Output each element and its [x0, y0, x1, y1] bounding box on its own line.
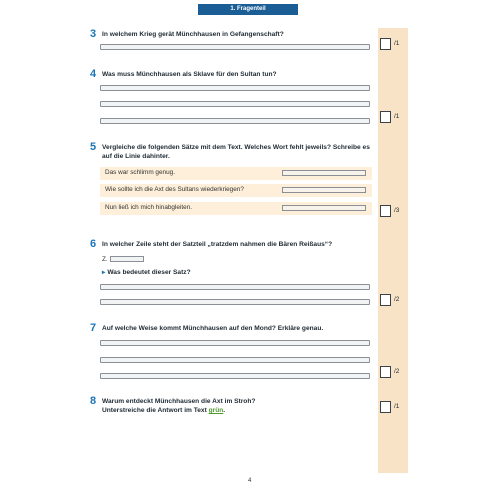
- score-q4: [380, 111, 406, 123]
- score-checkbox[interactable]: [380, 111, 391, 123]
- answer-line[interactable]: [100, 373, 370, 379]
- line-number-field[interactable]: [110, 256, 144, 262]
- question-number: 7: [90, 322, 97, 334]
- question-number: 4: [90, 68, 97, 80]
- worksheet-page: [80, 0, 420, 500]
- answer-line[interactable]: [100, 357, 370, 363]
- score-points: /1: [394, 403, 400, 410]
- score-checkbox[interactable]: [380, 38, 391, 50]
- question-number: 3: [90, 28, 97, 40]
- question-text: Was muss Münchhausen als Sklave für den Sultan tun?: [102, 71, 277, 78]
- score-points: /1: [394, 40, 400, 47]
- question-number: 6: [90, 238, 97, 250]
- answer-line[interactable]: [100, 101, 370, 107]
- sentence-text: Das war schlimm genug.: [105, 169, 175, 176]
- score-checkbox[interactable]: [380, 205, 391, 217]
- missing-word-line[interactable]: [282, 187, 366, 193]
- question-number: 5: [90, 141, 97, 153]
- line-number-label: Z.: [102, 256, 108, 263]
- question-text-line2-suffix: .: [223, 407, 226, 414]
- page-number: 4: [248, 478, 252, 484]
- missing-word-line[interactable]: [282, 170, 366, 176]
- score-q5: [380, 205, 406, 217]
- question-text: Auf welche Weise kommt Münchhausen auf den Mond? Erkläre genau.: [102, 325, 324, 332]
- answer-line[interactable]: [100, 85, 370, 91]
- question-text: In welcher Zeile steht der Satzteil „tratzdem nahmen die Bären Reißaus“?: [102, 241, 333, 248]
- section-header: 1. Fragenteil: [198, 4, 298, 15]
- sub-question-text: Was bedeutet dieser Satz?: [107, 269, 191, 276]
- missing-word-line[interactable]: [282, 205, 366, 211]
- score-checkbox[interactable]: [380, 401, 391, 413]
- score-q8: [380, 401, 406, 413]
- sub-question: [102, 268, 191, 276]
- score-points: /1: [394, 113, 400, 120]
- score-points: /2: [394, 368, 400, 375]
- question-text: In welchem Krieg gerät Münchhausen in Gefangenschaft?: [102, 31, 284, 38]
- question-number: 8: [90, 395, 97, 407]
- score-points: /3: [394, 207, 400, 214]
- score-points: /2: [394, 296, 400, 303]
- sentence-text: Nun ließ ich mich hinabgleiten.: [105, 204, 193, 211]
- question-text: [102, 397, 370, 415]
- answer-line[interactable]: [100, 118, 370, 124]
- answer-line[interactable]: [100, 299, 370, 305]
- score-q6: [380, 294, 406, 306]
- arrow-icon: ▸: [102, 269, 106, 276]
- question-text-line2-prefix: Unterstreiche die Antwort im Text: [102, 407, 209, 414]
- question-text-line1: Warum entdeckt Münchhausen die Axt im Stroh?: [102, 398, 256, 405]
- sentence-text: Wie sollte ich die Axt des Sultans wiederkriegen?: [105, 186, 244, 193]
- answer-line[interactable]: [100, 284, 370, 290]
- answer-line[interactable]: [100, 44, 370, 50]
- score-checkbox[interactable]: [380, 294, 391, 306]
- answer-line[interactable]: [100, 340, 370, 346]
- score-checkbox[interactable]: [380, 366, 391, 378]
- score-q7: [380, 366, 406, 378]
- score-q3: [380, 38, 406, 50]
- sentence-row: [100, 184, 372, 197]
- question-text: Vergleiche die folgenden Sätze mit dem Text. Welches Wort fehlt jeweils? Schreibe es auf die Linie dahinter.: [102, 144, 370, 160]
- green-word: grün: [208, 407, 224, 414]
- sentence-row: [100, 167, 372, 180]
- sentence-row: [100, 202, 372, 215]
